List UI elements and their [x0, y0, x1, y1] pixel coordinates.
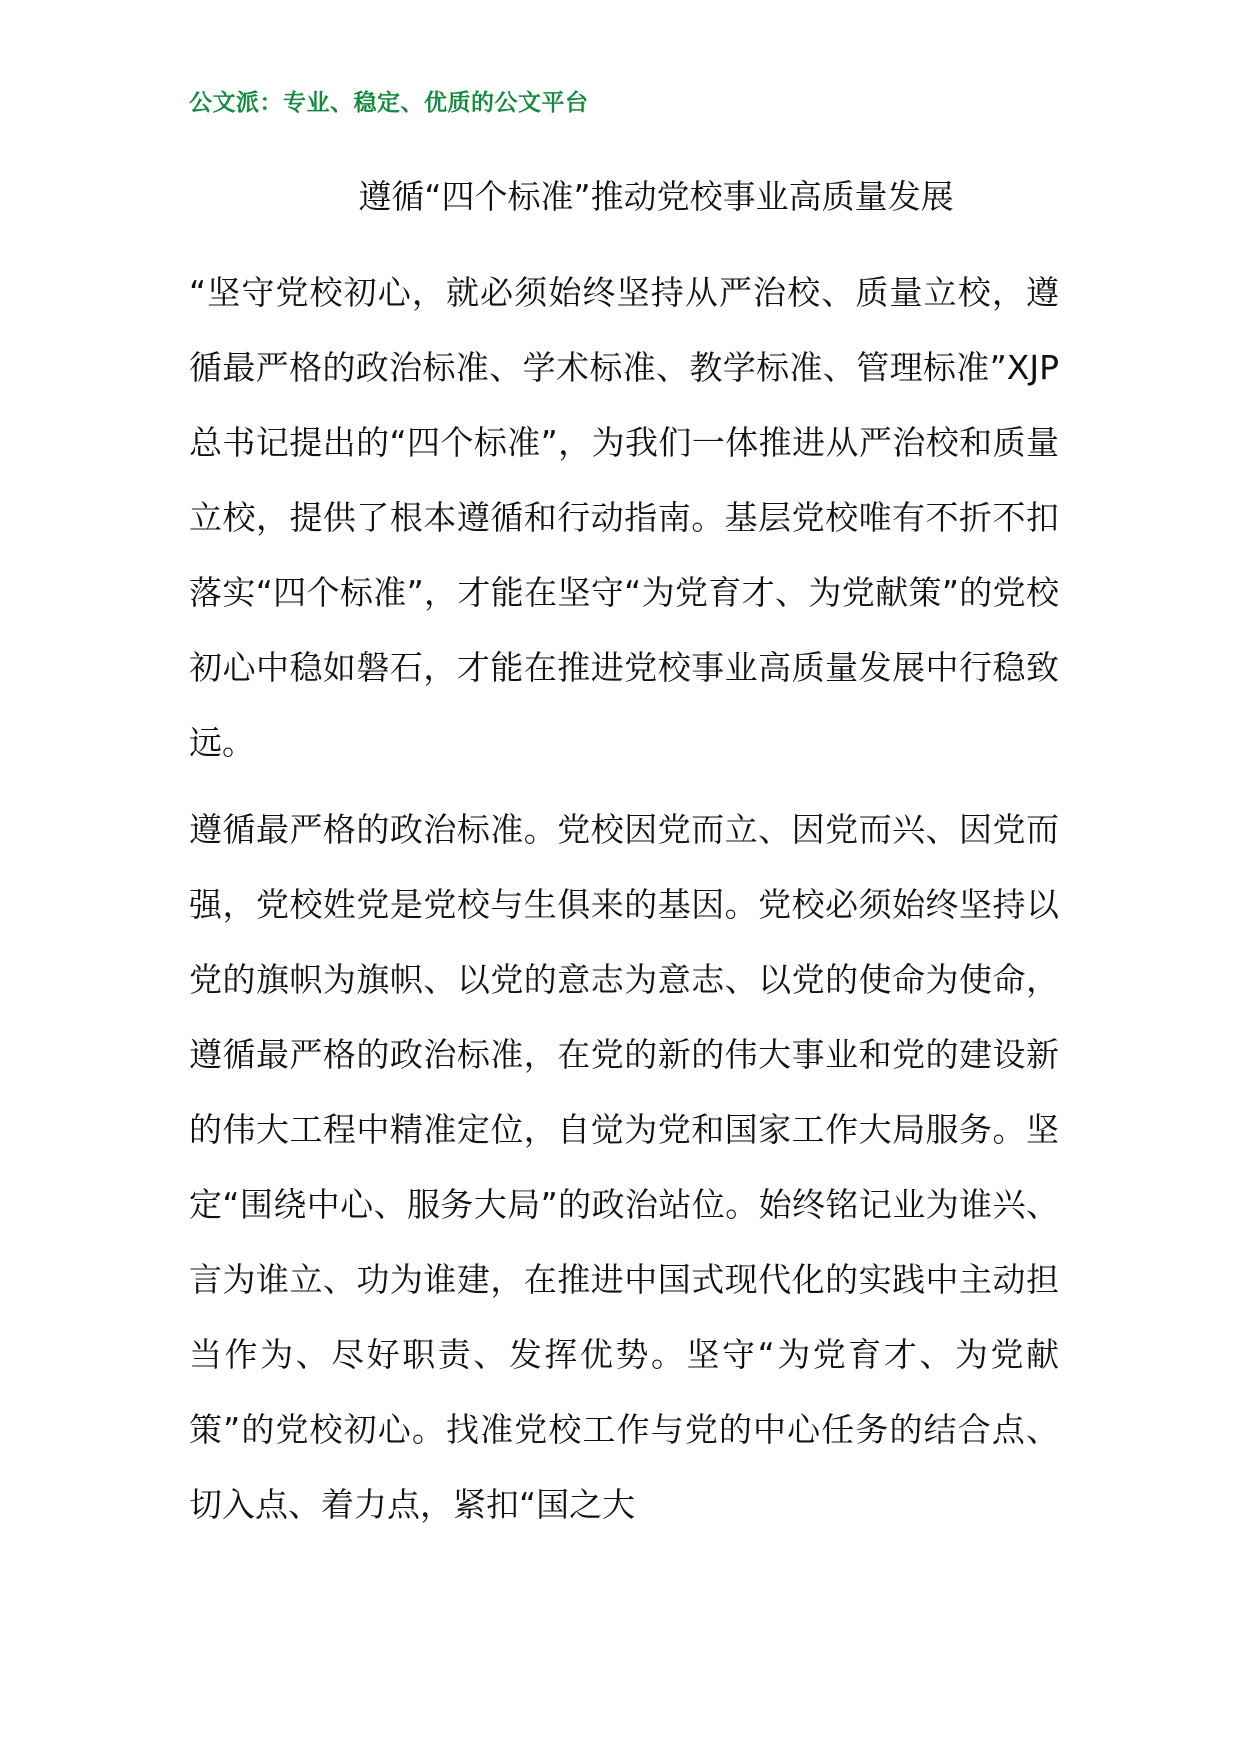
body-paragraph-intro: “坚守党校初心，就必须始终坚持从严治校、质量立校，遵循最严格的政治标准、学术标准、教学标准、管理标准”XJP总书记提出的“四个标准”，为我们一体推进从严治校和质量立校，提供了根本遵循和行动指南。基层党校唯有不折不扣落实“四个标准”，才能在坚守“为党育才、为党献策”的党校初心中稳如磐石，才能在推进党校事业高质量发展中行稳致远。: [189, 273, 1059, 762]
body-paragraph-political-standard: 遵循最严格的政治标准。党校因党而立、因党而兴、因党而强，党校姓党是党校与生俱来的基因。党校必须始终坚持以党的旗帜为旗帜、以党的意志为意志、以党的使命为使命，遵循最严格的政治标准，在党的新的伟大事业和党的建设新的伟大工程中精准定位，自觉为党和国家工作大局服务。坚定“围绕中心、服务大局”的政治站位。始终铭记业为谁兴、言为谁立、功为谁建，在推进中国式现代化的实践中主动担当作为、尽好职责、发挥优势。坚守“为党育才、为党献策”的党校初心。找准党校工作与党的中心任务的结合点、切入点、着力点，紧扣“国之大: [189, 810, 1059, 1524]
site-slogan-header: 公文派：专业、稳定、优质的公文平台: [189, 89, 589, 116]
document-title: 遵循“四个标准”推动党校事业高质量发展: [358, 177, 954, 216]
